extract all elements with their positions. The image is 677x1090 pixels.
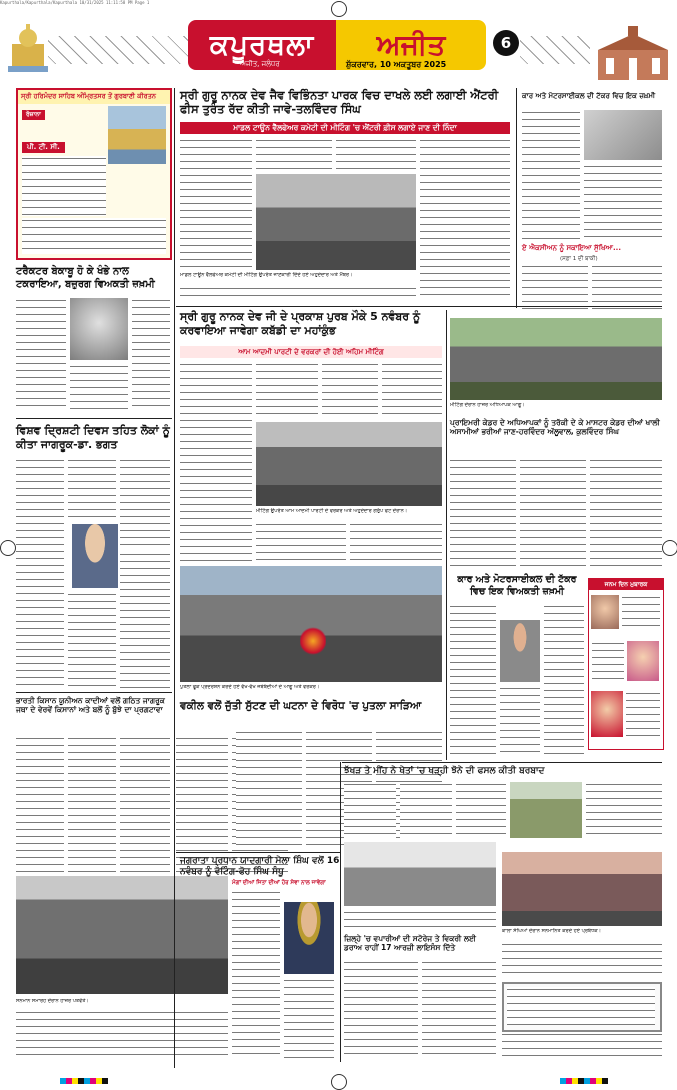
vakil-caption: ਪੁਤਲਾ ਫੂਕ ਪ੍ਰਦਰਸ਼ਨ ਕਰਦੇ ਹੋਏ ਵੱਖ-ਵੱਖ ਜਥੇਬੰਦੀਆਂ ਦੇ ਆਗੂ ਅਤੇ ਵਰਕਰ। [180,684,320,690]
licence-photo-office [344,842,496,906]
ad-title: ਸ੍ਰੀ ਹਰਿਮੰਦਰ ਸਾਹਿਬ ਅੰਮ੍ਰਿਤਸਰ ਤੋਂ ਗੁਰਬਾਣੀ ਕੀਰਤਨ [21,92,156,100]
right-top-photo-injured [584,110,662,160]
rain-column-2 [400,782,452,838]
colorbar-left [60,1078,108,1084]
ad-body-text [22,156,106,216]
world-day-column-1 [16,458,64,688]
bharti-column-3 [120,736,170,872]
kabaddi-column-6 [350,522,442,562]
kabaddi-headline: ਸ੍ਰੀ ਗੁਰੂ ਨਾਨਕ ਦੇਵ ਜੀ ਦੇ ਪ੍ਰਕਾਸ਼ ਪੁਰਬ ਮੌਕੇ 5 ਨਵੰਬਰ ਨੂੰ ਕਰਵਾਇਆ ਜਾਵੇਗਾ ਕਬੱਡੀ ਦਾ ਮਹਾਂਕੁੰਭ [180,310,421,337]
lead-photo-meeting [256,174,416,270]
bottom-left-caption: ਸਨਮਾਨ ਸਮਾਰੋਹ ਦੌਰਾਨ ਹਾਜ਼ਰ ਪਤਵੰਤੇ। [16,998,89,1004]
ad-channel: ਪੀ. ਟੀ. ਸੀ. [22,142,65,153]
masthead [0,8,677,83]
rule-v4 [340,762,341,1062]
car-moto-column-1 [450,604,496,756]
lead-headline: ਸ੍ਰੀ ਗੁਰੂ ਨਾਨਕ ਦੇਵ ਜੈਵ ਵਿਭਿੰਨਤਾ ਪਾਰਕ ਵਿਚ ਦਾਖਲੇ ਲਈ ਲਗਾਈ ਐਂਟਰੀ ਫੀਸ ਤੁਰੰਤ ਰੱਦ ਕੀਤੀ ਜਾਵੇ-ਤਲਵਿੰਦਰ ਸਿੰਘ [180,88,499,117]
birthday-photo-3 [591,691,623,737]
bottom-right-notice-box [502,982,662,1032]
election-photo-portrait [284,902,334,974]
right-top-continued: (ਸਫ਼ਾ 1 ਦੀ ਬਾਕੀ) [560,256,598,262]
edition-line: ਅਜੀਤ, ਜਲੰਧਰ [240,60,280,68]
birthday-title: ਜਨਮ ਦਿਨ ਮੁਬਾਰਕ [589,579,663,590]
car-moto-photo-person [500,620,540,682]
right-top-column-1 [522,110,580,240]
licence-caption-text [344,910,496,930]
world-day-column-3 [120,458,170,548]
vakil-headline: ਵਕੀਲ ਵਲੋਂ ਜੁੱਤੀ ਸੁੱਟਣ ਦੀ ਘਟਨਾ ਦੇ ਵਿਰੋਧ 'ਚ ਪੁਤਲਾ ਸਾੜਿਆ [180,700,422,712]
staff-column-3 [590,458,662,568]
masthead-pattern-left [48,36,188,64]
birthday-text-3 [626,691,660,737]
car-moto-column-3 [544,604,584,756]
election-column-2 [284,978,334,1060]
date-line: ਸ਼ੁੱਕਰਵਾਰ, 10 ਅਕਤੂਬਰ 2025 [346,60,447,69]
lead-caption: ਮਾਡਲ ਟਾਊਨ ਵੈੱਲਫੇਅਰ ਕਮੇਟੀ ਦੀ ਮੀਟਿੰਗ ਉਪਰੰਤ ਜਾਣਕਾਰੀ ਦਿੰਦੇ ਹੋਏ ਅਹੁਦੇਦਾਰ ਅਤੇ ਮੈਂਬਰ। [180,272,353,278]
page-number: 6 [493,30,519,56]
gurbani-kirtan-ad [16,88,172,260]
lead-subhead: ਮਾਡਲ ਟਾਊਨ ਵੈੱਲਫੇਅਰ ਕਮੇਟੀ ਦੀ ਮੀਟਿੰਗ 'ਚ ਐਂਟਰੀ ਫ਼ੀਸ ਲਗਾਏ ਜਾਣ ਦੀ ਨਿੰਦਾ [180,122,510,134]
rain-column-1 [344,782,396,838]
tractor-headline: ਟਰੈਕਟਰ ਬੇਕਾਬੂ ਹੋ ਕੇ ਖੰਭੇ ਨਾਲ ਟਕਰਾਇਆ, ਬਜ਼ੁਰਗ ਵਿਅਕਤੀ ਜ਼ਖ਼ਮੀ [16,266,155,290]
bottom-right-text-1 [502,942,662,978]
world-day-headline: ਵਿਸ਼ਵ ਦ੍ਰਿਸ਼ਟੀ ਦਿਵਸ ਤਹਿਤ ਲੋਕਾਂ ਨੂੰ ਕੀਤਾ ਜਾਗਰੂਕ-ਡਾ. ਭਗਤ [16,424,170,451]
licence-headline: ਜ਼ਿਲ੍ਹੇ 'ਚ ਵਪਾਰੀਆਂ ਦੀ ਸਟੋਰੇਜ ਤੇ ਵਿਕਰੀ ਲਈ ਡਰਾਅ ਰਾਹੀਂ 17 ਆਰਜ਼ੀ ਲਾਇਸੰਸ ਦਿੱਤੇ [344,934,476,953]
rule-v1 [174,88,175,1068]
lead-column-2 [256,138,332,172]
bharti-headline: ਭਾਰਤੀ ਕਿਸਾਨ ਯੂਨੀਅਨ ਕਾਦੀਆਂ ਵਲੋਂ ਗਠਿਤ ਜਾਗਰੂਕ ਜਥਾ ਦੇ ਵੇਰਵੇਂ ਕਿਸਾਨਾਂ ਅਤੇ ਬਲੋਂ ਨੂੰ ਬੁੱਝੇ ਦਾ ਪ੍ਰਗਟਾਵਾ [16,696,165,715]
tractor-column-2 [132,298,170,410]
vakil-column-1 [236,730,302,850]
staff-column-2 [520,458,586,568]
rule-v2 [516,88,517,308]
right-top-headline: ਕਾਰ ਅਤੇ ਮੋਟਰਸਾਈਕਲ ਦੀ ਟੱਕਰ ਵਿਚ ਇਕ ਜ਼ਖ਼ਮੀ [522,92,656,100]
bottom-right-text-2 [502,1032,662,1060]
masthead-title-right: ਅਜੀਤ [336,20,486,70]
birthday-text-2 [592,641,624,681]
rain-column-4 [586,782,662,838]
birthday-box [588,578,664,750]
licence-column-1 [344,960,418,1060]
colorbar-right [560,1078,608,1084]
rule-h1 [176,306,662,307]
bottom-right-caption: ਕਾਲਾ ਸੰਘਿਆਂ ਦੌਰਾਨ ਸਨਮਾਨਿਤ ਕਰਦੇ ਹੋਏ ਪ੍ਰਬੰਧਕ। [502,928,601,934]
world-day-column-2 [68,458,116,520]
registration-mark-bottom [331,1074,347,1090]
building-icon [592,24,674,86]
lead-column-1 [180,138,252,268]
rule-h4 [342,762,662,763]
registration-mark-right [662,540,677,556]
rule-h5 [176,852,340,853]
birthday-photo-1 [591,595,619,629]
rain-headline: ਝੱਖੜ ਤੇ ਮੀਂਹ ਨੇ ਖੇਤਾਂ 'ਚ ਖੜ੍ਹੀ ਝੋਨੇ ਦੀ ਫਸਲ ਕੀਤੀ ਬਰਬਾਦ [344,766,545,776]
car-moto-column-2 [500,686,540,756]
world-day-column-5 [68,592,116,688]
print-slug: Kapurthala/Kapurthala/Kapurthala 10/31/2025 11:11:58 PM Page 1 [0,0,150,5]
election-headline: ਜਗਰਾਤਾ ਪ੍ਰਧਾਨ ਯਾਦਗਾਰੀ ਮੇਲਾ ਸ਼ਿੰਘ ਵਲੋਂ 16 ਨਵੰਬਰ ਨੂੰ ਵੋਟਿੰਗ-ਫੋਹ ਸਿੰਘ ਸੰਧੂ [180,856,340,878]
kabaddi-column-5 [256,522,346,562]
masthead-title-left: ਕਪੂਰਥਲਾ [188,20,336,70]
tractor-column-3 [70,364,128,410]
lead-column-tail [180,286,416,300]
rule-h3 [16,692,172,693]
birthday-photo-2 [627,641,659,681]
bharti-column-1 [16,736,64,872]
licence-column-2 [422,960,496,1060]
rain-photo-crop [510,782,582,838]
bottom-right-photo-honour [502,852,662,926]
kabaddi-caption: ਮੀਟਿੰਗ ਉਪਰੰਤ ਆਮ ਆਦਮੀ ਪਾਰਟੀ ਦੇ ਵਰਕਰ ਅਤੇ ਅਹੁਦੇਦਾਰ ਗਰੁੱਪ ਫੋਟੋ ਦੌਰਾਨ। [256,508,408,514]
lead-column-4 [420,138,510,298]
lead-column-3 [336,138,416,172]
election-column-1 [232,890,280,1060]
staff-photo-group [450,318,662,400]
registration-mark-left [0,540,16,556]
right-top-column-2 [584,164,662,240]
bharti-column-2 [68,736,116,872]
rule-v3 [446,310,447,760]
kabaddi-column-2 [256,362,318,418]
election-subhead: ਮੰਗਾਂ ਦੀਆਂ ਜਿਤਾ ਦੀਆਂ ਹੋਰ ਸੇਵਾ ਨਾਲ ਜਾਵੇਗਾ [232,880,326,886]
bottom-left-text [16,1010,228,1060]
rule-h2 [16,418,172,419]
world-day-column-4 [120,552,170,688]
vakil-photo-protest [180,566,442,682]
tractor-column-1 [16,298,66,410]
ad-label: ਰੋਜ਼ਾਨਾ [22,110,45,120]
masthead-pattern-right [520,36,590,64]
ad-footer-text [22,218,166,254]
staff-caption: ਮੀਟਿੰਗ ਦੌਰਾਨ ਹਾਜ਼ਰ ਅਧਿਆਪਕ ਆਗੂ। [450,402,525,408]
tractor-photo-injured [70,298,128,360]
right-top-subhead: ਏ ਐਕਸੀਅਨ ਨੂੰ ਸਕਾਇਆ ਸੁੱਖਿਆ... [522,244,621,252]
golden-temple-icon [8,22,48,72]
kabaddi-column-3 [322,362,378,418]
world-day-photo-doctor [72,524,118,588]
staff-headline: ਪ੍ਰਾਇਮਰੀ ਕੇਡਰ ਦੇ ਅਧਿਆਪਕਾਂ ਨੂੰ ਤਰੱਕੀ ਦੇ ਕੇ ਮਾਸਟਰ ਕੇਡਰ ਦੀਆਂ ਖਾਲੀ ਅਸਾਮੀਆਂ ਭਰੀਆਂ ਜਾਣ-ਹਰਵਿੰਦਰ ਅੱਲੂਵਾਲ, ਕੁਲਵਿੰਦਰ ਸਿੰਘ [450,418,660,437]
bottom-left-photo-ceremony [16,876,228,994]
ad-photo-temple [108,106,166,164]
kabaddi-column-4 [382,362,442,418]
kabaddi-subhead: ਆਮ ਆਦਮੀ ਪਾਰਟੀ ਦੇ ਵਰਕਰਾਂ ਦੀ ਹੋਈ ਅਹਿਮ ਮੀਟਿੰਗ [180,346,442,358]
registration-mark-top [331,1,347,17]
rain-column-3 [456,782,506,838]
kabaddi-photo-meeting [256,422,442,506]
staff-column-1 [450,458,516,568]
car-moto-headline: ਕਾਰ ਅਤੇ ਮੋਟਰਸਾਈਕਲ ਦੀ ਟੱਕਰ ਵਿਚ ਇਕ ਵਿਅਕਤੀ ਜ਼ਖ਼ਮੀ [457,574,577,597]
birthday-text-1 [622,595,660,629]
